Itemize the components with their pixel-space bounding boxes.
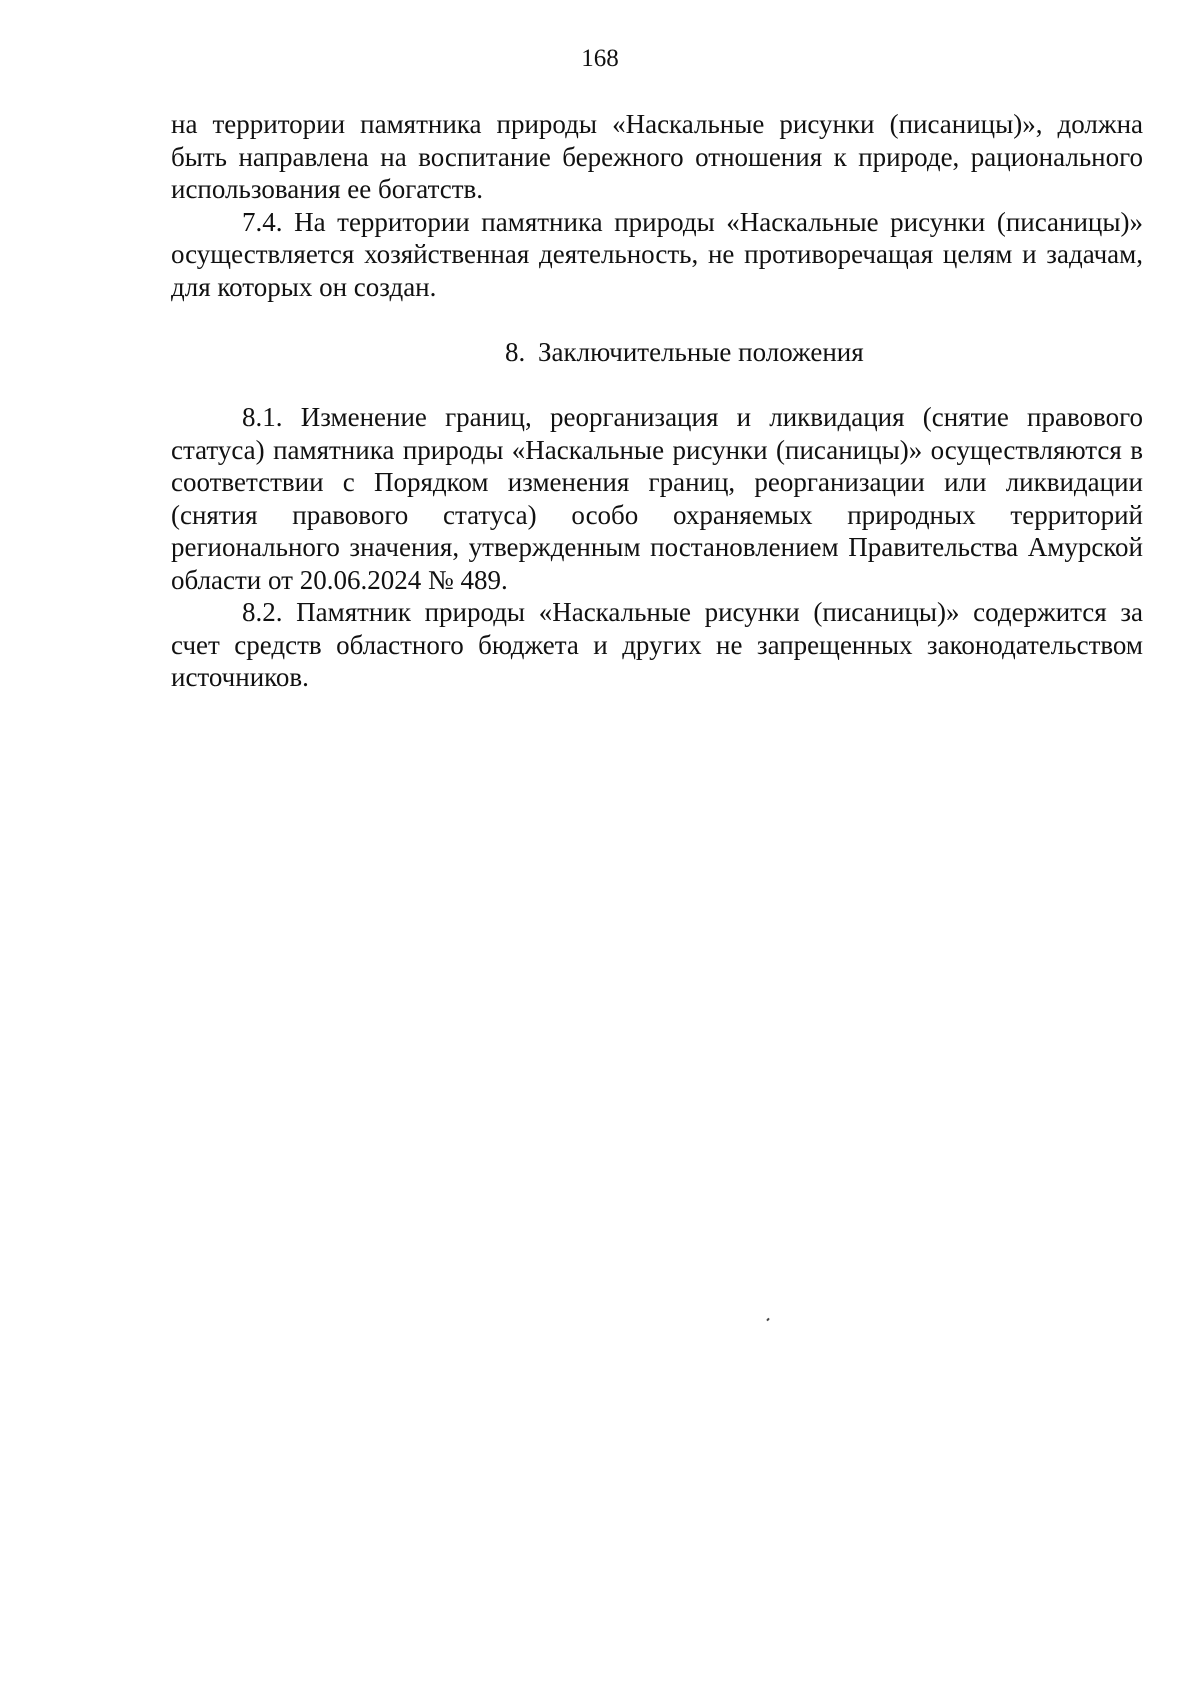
paragraph-7-4: 7.4. На территории памятника природы «Наскальные рисунки (писаницы)» осуществляется хозяйственная деятельность, не противоречащая целям и задачам, для которых он создан. [171, 206, 1143, 302]
section-8-text [171, 401, 1143, 694]
paragraph-continuation: на территории памятника природы «Наскальные рисунки (писаницы)», должна быть направлена на воспитание бережного отношения к природе, рационального использования ее богатств. [171, 109, 1143, 204]
paragraph-8-1: 8.1. Изменение границ, реорганизация и ликвидация (снятие правового статуса) памятника природы «Наскальные рисунки (писаницы)» осуществляются в соответствии с Порядком изменения границ, реорганизации или ликвидации (снятия правового статуса) особо охраняемых природных территорий регионального значения, утвержденным постановлением Правительства Амурской области от 20.06.2024 № 489. [171, 402, 1143, 595]
section-8-heading-title: Заключительные положения [538, 337, 864, 367]
scan-speck [766, 1318, 769, 1322]
page-number: 168 [581, 45, 619, 72]
section-8-heading-number: 8. [505, 337, 526, 367]
section-7-text [171, 108, 1143, 303]
paragraph-8-2: 8.2. Памятник природы «Наскальные рисунки (писаницы)» содержится за счет средств областного бюджета и других не запрещенных законодательством источников. [171, 597, 1143, 692]
